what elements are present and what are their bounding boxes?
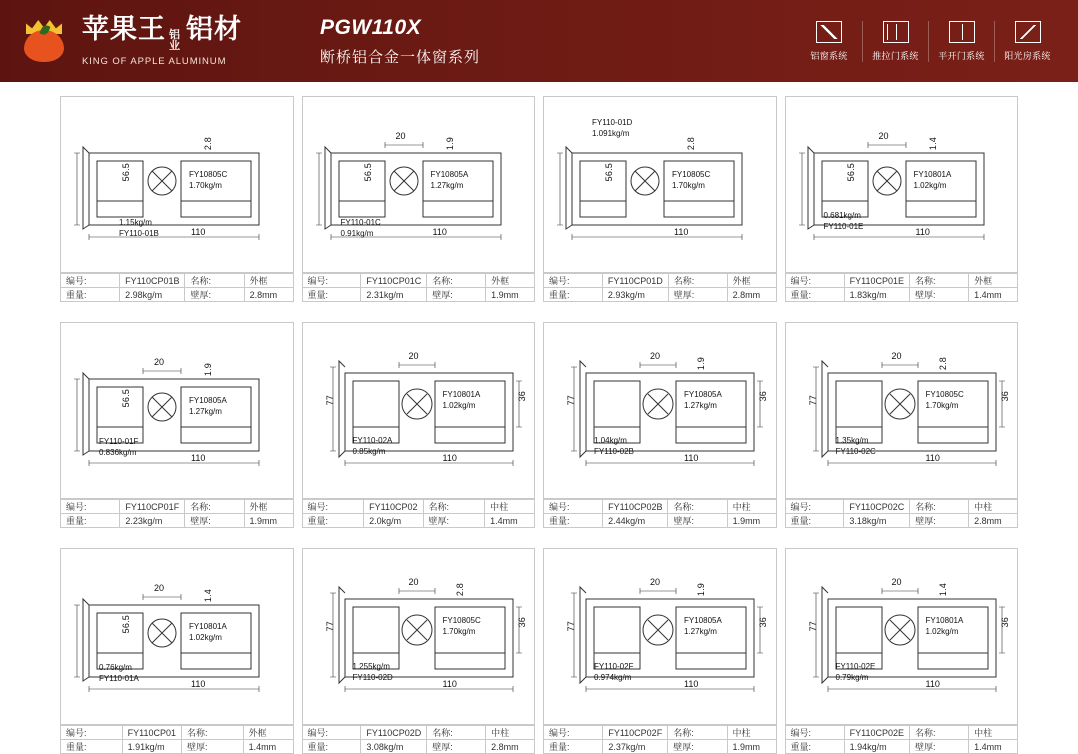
system-nav (796, 21, 1060, 62)
sub-weight: 1.04kg/m (594, 436, 627, 445)
value-code: FY110CP02E (844, 726, 909, 740)
nav-item-window-system[interactable] (796, 21, 862, 62)
sub-code: FY110-02F (594, 662, 634, 671)
dim-inner-width: 20 (878, 131, 889, 141)
table-row (544, 726, 777, 740)
dim-depth: 36 (758, 391, 768, 402)
value-code: FY110CP01C (361, 274, 427, 288)
table-row (61, 740, 294, 754)
label-thickness: 壁厚: (909, 288, 968, 302)
dim-width: 110 (191, 227, 206, 237)
part-weight: 1.27kg/m (430, 181, 464, 190)
value-weight: 1.94kg/m (844, 740, 909, 754)
table-row (785, 740, 1018, 754)
sub-code: FY110-01D (592, 118, 633, 127)
value-code: FY110CP01B (120, 274, 185, 288)
table-row (785, 274, 1018, 288)
spec-table (785, 273, 1019, 302)
part-weight: 1.70kg/m (925, 401, 959, 410)
sub-code: FY110-01B (119, 229, 159, 238)
part-weight: 1.02kg/m (189, 633, 222, 642)
profile-card[interactable] (60, 322, 294, 528)
table-row (544, 514, 777, 528)
label-thickness: 壁厚: (668, 740, 727, 754)
label-name: 名称: (668, 274, 727, 288)
table-row (544, 500, 777, 514)
part-code: FY10805A (430, 170, 469, 179)
sub-weight: 1.255kg/m (352, 662, 390, 671)
profile-card[interactable] (785, 322, 1019, 528)
value-name: 外框 (244, 274, 293, 288)
table-row (61, 288, 294, 302)
profile-grid (0, 82, 1078, 754)
sub-code: FY110-02B (594, 447, 634, 456)
brand-logo (18, 13, 298, 67)
spec-table (302, 273, 536, 302)
part-code: FY10805A (684, 390, 722, 399)
part-code: FY10805A (684, 616, 722, 625)
dim-wall: 1.4 (927, 137, 938, 151)
label-weight: 重量: (544, 740, 603, 754)
value-weight: 2.37kg/m (603, 740, 668, 754)
part-weight: 1.27kg/m (189, 407, 222, 416)
label-thickness: 壁厚: (182, 740, 244, 754)
value-weight: 1.83kg/m (844, 288, 909, 302)
label-code: 编号: (544, 274, 603, 288)
label-thickness: 壁厚: (185, 288, 244, 302)
section-diagram (303, 323, 540, 500)
spec-table (60, 499, 294, 528)
profile-row (60, 96, 1018, 302)
label-thickness: 壁厚: (668, 514, 727, 528)
table-row (302, 288, 535, 302)
profile-drawing (60, 548, 294, 725)
dim-wall: 1.9 (696, 357, 706, 371)
dim-width: 110 (442, 679, 457, 689)
dim-inner-width: 20 (650, 577, 661, 587)
part-weight: 1.70kg/m (189, 181, 222, 190)
dim-width: 110 (925, 679, 940, 689)
part-weight: 1.02kg/m (925, 627, 959, 636)
label-thickness: 壁厚: (668, 288, 727, 302)
sub-code: FY110-01C (340, 218, 381, 227)
profile-drawing (785, 96, 1019, 273)
part-weight: 1.27kg/m (684, 401, 717, 410)
part-code: FY10801A (925, 616, 964, 625)
profile-card[interactable] (543, 322, 777, 528)
section-diagram (786, 549, 1023, 726)
profile-drawing (543, 322, 777, 499)
part-code: FY10805C (672, 170, 711, 179)
dim-wall: 2.8 (454, 583, 465, 597)
label-thickness: 壁厚: (910, 514, 969, 528)
dim-width: 110 (684, 679, 699, 689)
label-name: 名称: (668, 726, 727, 740)
dim-wall: 1.4 (937, 583, 948, 597)
part-weight: 1.70kg/m (442, 627, 476, 636)
spec-table (302, 499, 536, 528)
section-diagram (544, 97, 781, 274)
label-weight: 重量: (785, 514, 844, 528)
series-code: PGW110X (320, 15, 422, 39)
spec-table (543, 273, 777, 302)
label-code: 编号: (544, 500, 603, 514)
spec-table (60, 725, 294, 754)
label-name: 名称: (182, 726, 244, 740)
dim-inner-width: 20 (650, 351, 661, 361)
label-weight: 重量: (302, 288, 361, 302)
profile-drawing (60, 322, 294, 499)
series-title (320, 16, 480, 67)
profile-drawing (543, 548, 777, 725)
label-weight: 重量: (785, 288, 844, 302)
dim-height: 77 (566, 621, 576, 632)
nav-label: 铝窗系统 (810, 50, 848, 61)
value-name: 外框 (727, 274, 776, 288)
dim-wall: 1.9 (444, 137, 455, 151)
label-name: 名称: (910, 500, 969, 514)
section-diagram (544, 549, 781, 726)
dim-width: 110 (191, 453, 206, 463)
value-thickness: 1.4mm (485, 514, 535, 528)
brand-suffix-cn: 铝材 (186, 13, 242, 44)
dim-wall: 2.8 (686, 137, 696, 151)
label-name: 名称: (909, 726, 968, 740)
sub-weight: 0.974kg/m (594, 673, 632, 682)
dim-depth: 36 (758, 617, 768, 628)
spec-table (60, 273, 294, 302)
label-code: 编号: (302, 500, 364, 514)
value-thickness: 1.4mm (243, 740, 293, 754)
sub-code: FY110-01A (99, 674, 139, 683)
value-thickness: 2.8mm (727, 288, 776, 302)
label-code: 编号: (61, 274, 120, 288)
dim-width: 110 (432, 227, 447, 237)
value-code: FY110CP01D (602, 274, 668, 288)
part-code: FY10801A (913, 170, 952, 179)
table-row (302, 740, 535, 754)
value-name: 中柱 (727, 726, 776, 740)
value-weight: 2.23kg/m (120, 514, 185, 528)
section-diagram (61, 97, 298, 274)
dim-height: 77 (807, 621, 818, 632)
window-system-icon (816, 21, 842, 43)
label-code: 编号: (302, 274, 361, 288)
part-code: FY10801A (442, 390, 481, 399)
part-code: FY10805A (189, 396, 227, 405)
profile-row (60, 548, 1018, 754)
value-code: FY110CP01E (844, 274, 909, 288)
value-name: 外框 (486, 274, 535, 288)
value-thickness: 1.9mm (727, 514, 776, 528)
apple-crown-icon (18, 16, 74, 66)
value-weight: 2.98kg/m (120, 288, 185, 302)
section-diagram (544, 323, 781, 500)
brand-sub-1: 铝 (169, 28, 181, 41)
table-row (544, 740, 777, 754)
value-thickness: 1.9mm (727, 740, 776, 754)
dim-depth: 36 (516, 391, 527, 402)
value-code: FY110CP02B (603, 500, 668, 514)
label-weight: 重量: (61, 514, 120, 528)
value-code: FY110CP02C (844, 500, 910, 514)
label-weight: 重量: (302, 740, 361, 754)
label-name: 名称: (423, 500, 485, 514)
sub-weight: 0.91kg/m (340, 229, 374, 238)
table-row (785, 726, 1018, 740)
sub-code: FY110-01F (99, 437, 139, 446)
value-weight: 3.08kg/m (361, 740, 427, 754)
value-thickness: 1.4mm (969, 288, 1018, 302)
series-description: 断桥铝合金一体窗系列 (320, 48, 481, 66)
sub-weight: 0.836kg/m (99, 448, 137, 457)
dim-inner-width: 20 (408, 351, 419, 361)
value-weight: 2.0kg/m (364, 514, 423, 528)
profile-row (60, 322, 1018, 528)
part-code: FY10801A (189, 622, 227, 631)
spec-table (543, 499, 777, 528)
dim-height: 56.5 (121, 615, 131, 634)
value-name: 外框 (244, 500, 293, 514)
brand-sub-2: 业 (169, 39, 181, 52)
value-thickness: 2.8mm (486, 740, 535, 754)
label-weight: 重量: (785, 740, 844, 754)
label-name: 名称: (427, 274, 486, 288)
dim-width: 110 (442, 453, 457, 463)
part-code: FY10805C (925, 390, 964, 399)
dim-height: 77 (324, 395, 335, 406)
profile-card[interactable] (302, 548, 536, 754)
dim-width: 110 (684, 453, 699, 463)
part-code: FY10805C (189, 170, 228, 179)
sub-code: FY110-02D (352, 673, 393, 682)
nav-label: 平开门系统 (938, 50, 985, 61)
label-code: 编号: (302, 726, 361, 740)
profile-card[interactable] (785, 548, 1019, 754)
nav-item-sliding-door-system[interactable] (862, 21, 928, 62)
profile-drawing (302, 322, 536, 499)
table-row (544, 288, 777, 302)
table-row (61, 726, 294, 740)
value-weight: 3.18kg/m (844, 514, 910, 528)
profile-drawing (785, 322, 1019, 499)
profile-card[interactable] (785, 96, 1019, 302)
section-diagram (61, 549, 298, 726)
dim-height: 56.5 (121, 163, 131, 182)
section-diagram (303, 549, 540, 726)
value-weight: 1.91kg/m (122, 740, 181, 754)
label-name: 名称: (668, 500, 727, 514)
value-name: 中柱 (485, 500, 535, 514)
table-row (302, 274, 535, 288)
section-diagram (786, 323, 1023, 500)
dim-height: 77 (566, 395, 576, 406)
value-weight: 2.44kg/m (603, 514, 668, 528)
nav-item-casement-door-system[interactable] (928, 21, 994, 62)
nav-label: 推拉门系统 (872, 50, 919, 61)
value-name: 中柱 (969, 726, 1018, 740)
sub-weight: 0.76kg/m (99, 663, 132, 672)
sub-code: FY110-01E (823, 222, 864, 231)
profile-card[interactable] (543, 96, 777, 302)
table-row (785, 500, 1018, 514)
part-weight: 1.02kg/m (913, 181, 947, 190)
profile-drawing (785, 548, 1019, 725)
section-diagram (61, 323, 298, 500)
table-row (302, 500, 535, 514)
sunroom-icon (1015, 21, 1041, 43)
dim-depth: 36 (999, 617, 1010, 628)
dim-depth: 36 (999, 391, 1010, 402)
profile-drawing (543, 96, 777, 273)
dim-depth: 36 (516, 617, 527, 628)
nav-item-sunroom-system[interactable] (994, 21, 1060, 62)
part-weight: 1.02kg/m (442, 401, 476, 410)
label-code: 编号: (61, 726, 123, 740)
table-row (61, 500, 294, 514)
profile-card[interactable] (302, 322, 536, 528)
dim-inner-width: 20 (408, 577, 419, 587)
dim-wall: 2.8 (203, 137, 213, 151)
dim-inner-width: 20 (154, 583, 165, 593)
dim-width: 110 (915, 227, 930, 237)
profile-card[interactable] (60, 548, 294, 754)
table-row (61, 274, 294, 288)
spec-table (785, 499, 1019, 528)
value-name: 中柱 (727, 500, 776, 514)
profile-drawing (302, 96, 536, 273)
label-code: 编号: (785, 500, 844, 514)
dim-wall: 1.9 (203, 363, 213, 377)
value-code: FY110CP01 (122, 726, 181, 740)
profile-card[interactable] (543, 548, 777, 754)
brand-name-en: KING OF APPLE ALUMINUM (82, 55, 227, 67)
sub-weight: 0.79kg/m (835, 673, 869, 682)
label-code: 编号: (544, 726, 603, 740)
sub-weight: 1.15kg/m (119, 218, 152, 227)
label-thickness: 壁厚: (185, 514, 244, 528)
casement-door-icon (949, 21, 975, 43)
label-code: 编号: (61, 500, 120, 514)
table-row (302, 514, 535, 528)
value-name: 外框 (969, 274, 1018, 288)
sub-weight: 1.091kg/m (592, 129, 630, 138)
label-weight: 重量: (544, 514, 603, 528)
label-name: 名称: (909, 274, 968, 288)
sub-code: FY110-02A (352, 436, 393, 445)
sub-weight: 1.35kg/m (835, 436, 869, 445)
dim-inner-width: 20 (154, 357, 165, 367)
dim-height: 56.5 (362, 163, 373, 182)
dim-height: 77 (324, 621, 335, 632)
sliding-door-icon (883, 21, 909, 43)
profile-drawing (302, 548, 536, 725)
value-weight: 2.31kg/m (361, 288, 427, 302)
value-thickness: 1.4mm (969, 740, 1018, 754)
value-thickness: 1.9mm (244, 514, 293, 528)
value-code: FY110CP02F (603, 726, 668, 740)
value-code: FY110CP01F (120, 500, 185, 514)
label-code: 编号: (785, 726, 844, 740)
value-code: FY110CP02 (364, 500, 423, 514)
dim-wall: 1.9 (696, 583, 706, 597)
table-row (785, 514, 1018, 528)
value-name: 中柱 (969, 500, 1018, 514)
label-name: 名称: (185, 274, 244, 288)
spec-table (785, 725, 1019, 754)
label-code: 编号: (785, 274, 844, 288)
label-name: 名称: (427, 726, 486, 740)
sub-code: FY110-02C (835, 447, 876, 456)
label-name: 名称: (185, 500, 244, 514)
brand-name-cn: 苹果王 (82, 13, 166, 44)
page-header (0, 0, 1078, 82)
label-thickness: 壁厚: (427, 740, 486, 754)
dim-height: 56.5 (121, 389, 131, 408)
label-weight: 重量: (61, 288, 120, 302)
dim-height: 77 (807, 395, 818, 406)
table-row (302, 726, 535, 740)
spec-table (543, 725, 777, 754)
value-thickness: 2.8mm (969, 514, 1018, 528)
dim-wall: 2.8 (937, 357, 948, 371)
sub-code: FY110-02E (835, 662, 876, 671)
profile-drawing (60, 96, 294, 273)
profile-card[interactable] (302, 96, 536, 302)
value-thickness: 1.9mm (486, 288, 535, 302)
value-code: FY110CP02D (361, 726, 427, 740)
dim-height: 56.5 (845, 163, 856, 182)
label-thickness: 壁厚: (423, 514, 485, 528)
dim-height: 56.5 (604, 163, 614, 182)
profile-card[interactable] (60, 96, 294, 302)
label-weight: 重量: (544, 288, 603, 302)
label-thickness: 壁厚: (909, 740, 968, 754)
section-diagram (786, 97, 1023, 274)
label-thickness: 壁厚: (427, 288, 486, 302)
table-row (544, 274, 777, 288)
table-row (785, 288, 1018, 302)
value-weight: 2.93kg/m (602, 288, 668, 302)
dim-inner-width: 20 (891, 577, 902, 587)
label-weight: 重量: (302, 514, 364, 528)
dim-inner-width: 20 (395, 131, 406, 141)
part-weight: 1.70kg/m (672, 181, 705, 190)
sub-weight: 0.85kg/m (352, 447, 386, 456)
part-weight: 1.27kg/m (684, 627, 717, 636)
sub-weight: 0.681kg/m (823, 211, 861, 220)
dim-inner-width: 20 (891, 351, 902, 361)
section-diagram (303, 97, 540, 274)
dim-wall: 1.4 (203, 589, 213, 603)
dim-width: 110 (925, 453, 940, 463)
table-row (61, 514, 294, 528)
label-weight: 重量: (61, 740, 123, 754)
value-name: 外框 (243, 726, 293, 740)
value-name: 中柱 (486, 726, 535, 740)
dim-width: 110 (674, 227, 689, 237)
spec-table (302, 725, 536, 754)
nav-label: 阳光房系统 (1004, 50, 1051, 61)
dim-width: 110 (191, 679, 206, 689)
part-code: FY10805C (442, 616, 481, 625)
value-thickness: 2.8mm (244, 288, 293, 302)
